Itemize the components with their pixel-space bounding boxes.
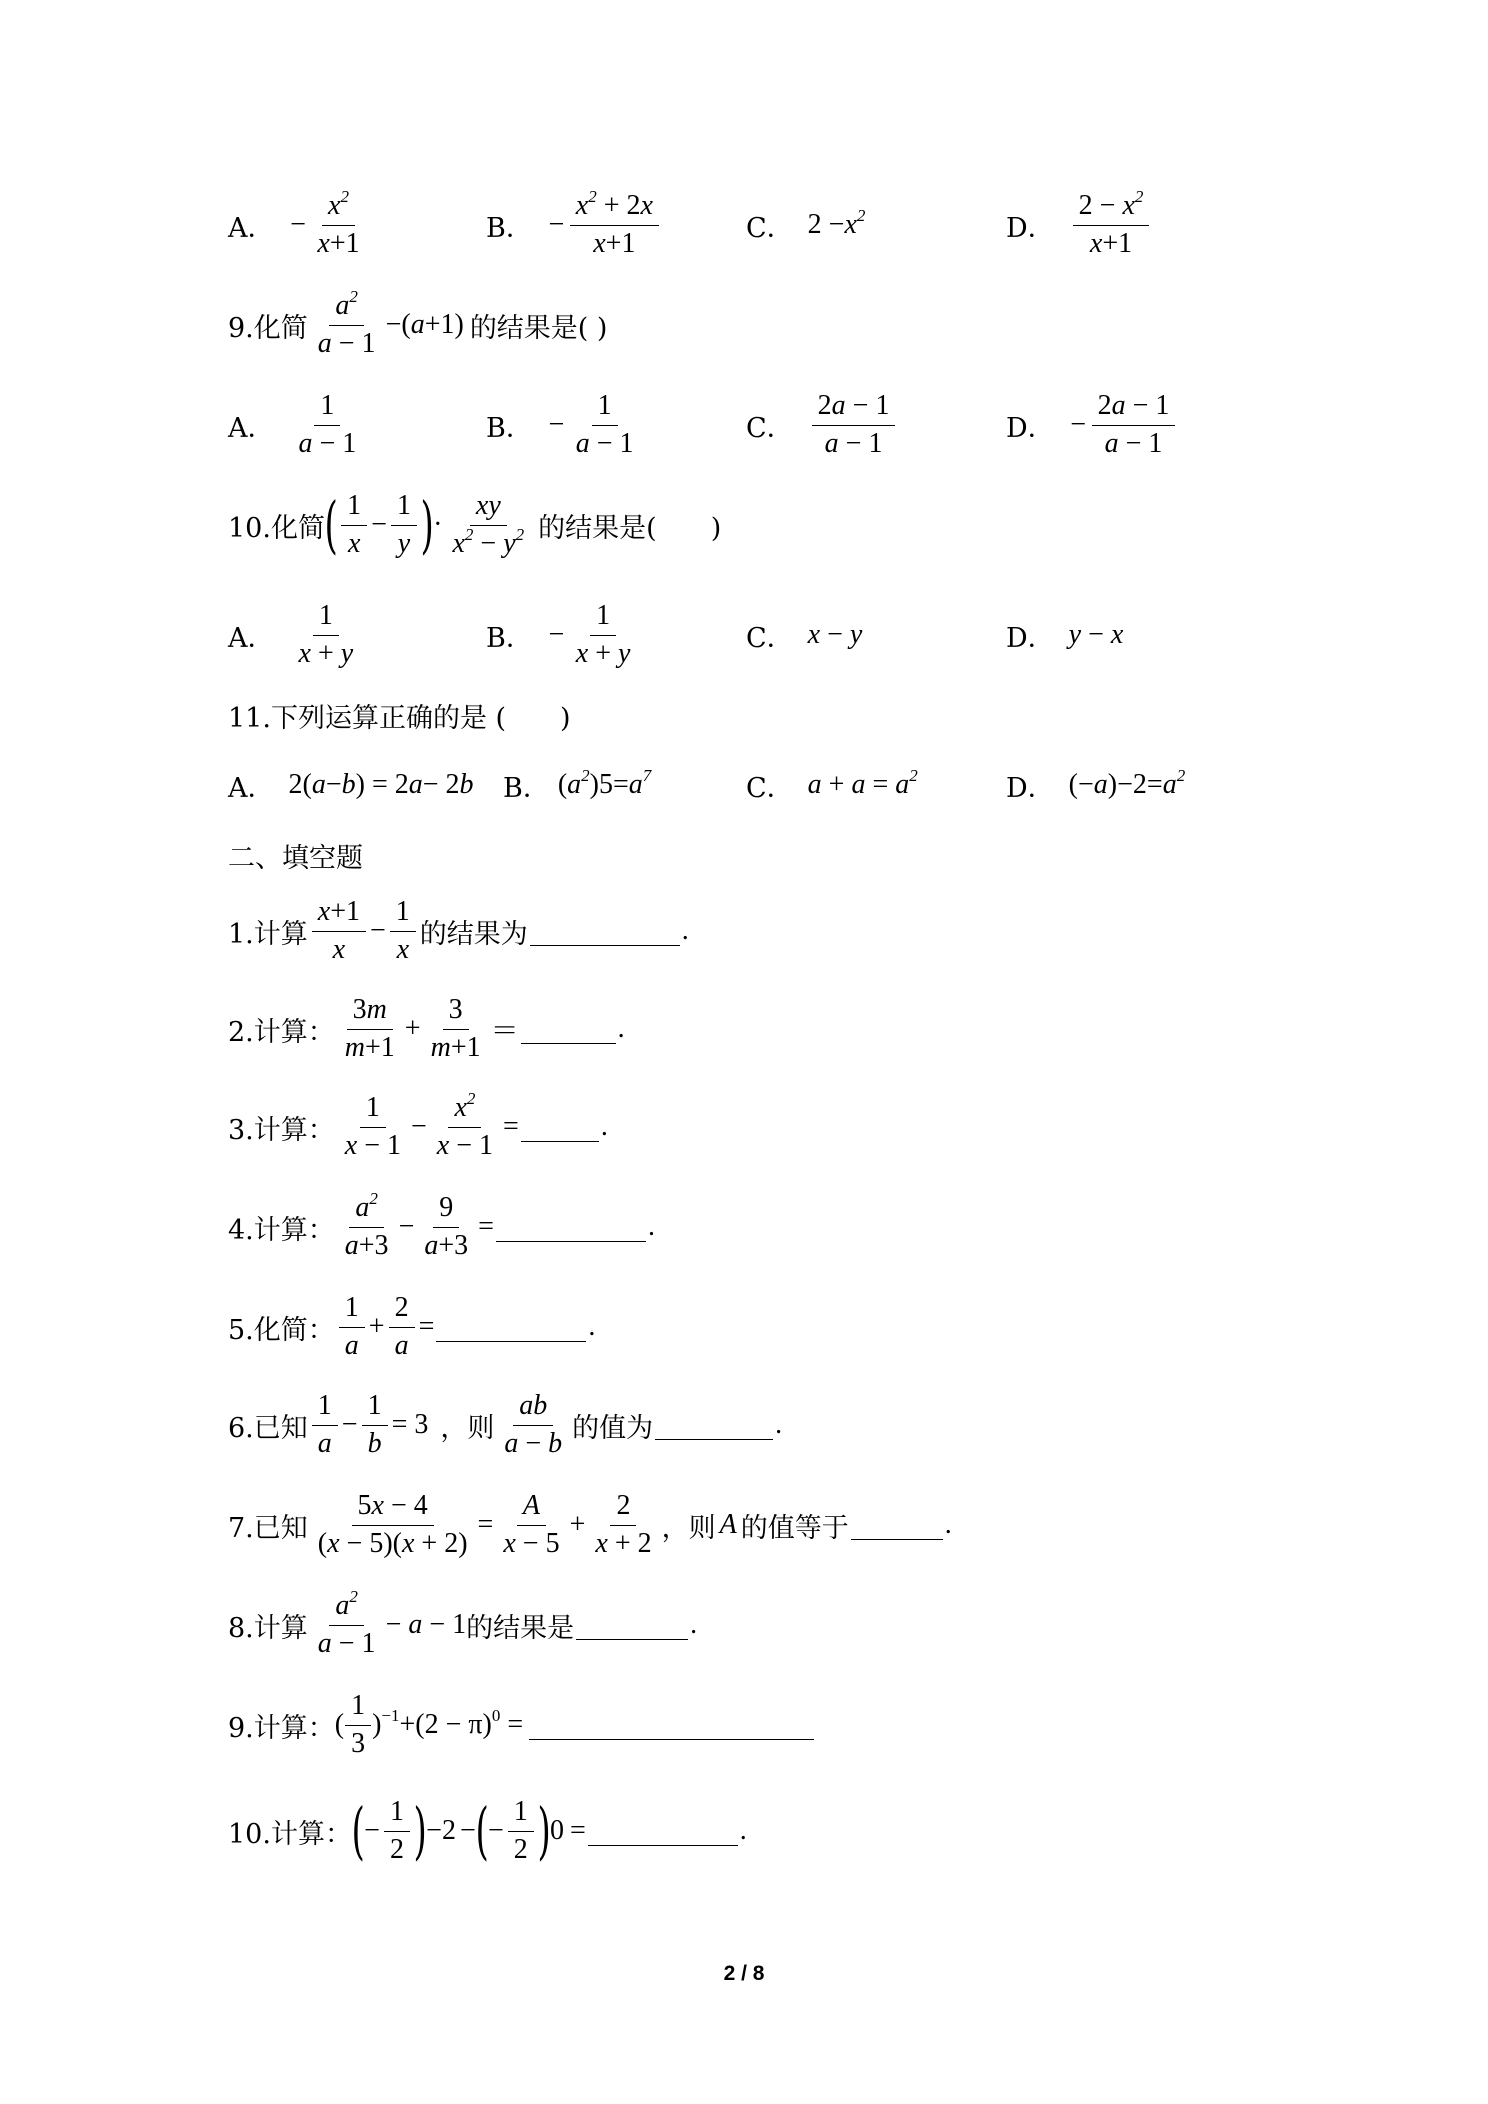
fill-question-9: 9.计算： ( $\frac{1}{3}$ )$^{-1}+(2 - \pi)^0$ =	[228, 1690, 816, 1760]
q11-option-a[interactable]: A． 2( a − b ) = 2 a − 2 b	[228, 769, 474, 804]
q9-option-a[interactable]: A． $\frac{1}{a - 1}$	[228, 390, 357, 459]
fill-question-7: 7.已知 $\frac{5x - 4}{(x - 5)(x + 2)}$ = $\frac{A}{x - 5}$ + $\frac{2}{x + 2}$ ，则 A 的值等于 .	[228, 1490, 952, 1559]
answer-blank[interactable]	[851, 1511, 943, 1540]
answer-blank[interactable]	[496, 1213, 646, 1242]
q8-option-b[interactable]: B． − $\frac{x^2 + 2x}{x+1}$	[486, 190, 663, 260]
answer-blank[interactable]	[655, 1411, 773, 1440]
q11-option-c[interactable]: C． $a + a = a^2$	[746, 766, 918, 804]
answer-blank[interactable]	[521, 1015, 616, 1044]
fill-question-10: 10.计算： ( − $\frac{1}{2}$ ) −2 − ( − $\frac{1}{2}$ ) 0 = .	[228, 1794, 747, 1867]
q8-option-d[interactable]: D． $\frac{2 - x^2}{x+1}$	[1006, 190, 1153, 260]
answer-blank[interactable]	[529, 1711, 814, 1740]
fill-question-2: 2.计算： $\frac{3m}{m+1}$ + $\frac{3}{m+1}$ ＝ .	[228, 994, 625, 1063]
fill-question-4: 4.计算： $\frac{a^2}{a+3}$ − $\frac{9}{a+3}$ = .	[228, 1189, 655, 1261]
q10-option-d[interactable]: D． y − x	[1006, 619, 1124, 654]
answer-blank[interactable]	[521, 1113, 599, 1142]
section-title-fill-in: 二、填空题	[228, 843, 363, 874]
fill-question-6: 6.已知 $\frac{1}{a}$ − $\frac{1}{b}$ = 3 ，则 $\frac{ab}{a - b}$ 的值为 .	[228, 1390, 783, 1459]
question-9: 9.化简 $\frac{a^2}{a - 1}$ −( a +1) 的结果是( )	[228, 287, 608, 359]
answer-blank[interactable]	[436, 1313, 586, 1342]
q10-option-b[interactable]: B． − $\frac{1}{x + y}$	[486, 600, 631, 669]
q10-option-a[interactable]: A． $\frac{1}{x + y}$	[228, 600, 354, 669]
fill-question-5: 5.化简： $\frac{1}{a}$ + $\frac{2}{a}$ = .	[228, 1292, 596, 1361]
q9-option-d[interactable]: D． − $\frac{2a - 1}{a - 1}$	[1006, 390, 1179, 460]
q8-option-c[interactable]: C． 2 − $x^2$	[746, 206, 866, 244]
fill-question-3: 3.计算： $\frac{1}{x - 1}$ − $\frac{x^2}{x - 1}$ = .	[228, 1089, 608, 1161]
q11-option-b[interactable]: B． ( $a^2$ ) 5 = $a^7$	[503, 766, 652, 804]
q9-option-b[interactable]: B． − $\frac{1}{a - 1}$	[486, 390, 634, 459]
answer-blank[interactable]	[576, 1611, 688, 1640]
q8-option-a[interactable]: A． − $\frac{x^2}{x+1}$	[228, 187, 360, 259]
q11-option-d[interactable]: D． (− a ) −2 = $a^2$	[1006, 766, 1186, 804]
answer-blank[interactable]	[588, 1817, 738, 1846]
q9-option-c[interactable]: C． $\frac{2a - 1}{a - 1}$	[746, 390, 899, 460]
question-11: 11.下列运算正确的是 ( )	[228, 702, 571, 734]
question-10: 10.化简 ( $\frac{1}{x}$ − $\frac{1}{y}$ ) · $\frac{xy}{x^2 - y^2}$ 的结果是( )	[228, 488, 722, 561]
answer-blank[interactable]	[530, 917, 680, 946]
page-number: 2 / 8	[723, 1962, 765, 1985]
fill-question-8: 8.计算 $\frac{a^2}{a - 1}$ − a − 1 的结果是 .	[228, 1587, 698, 1659]
q10-option-c[interactable]: C． x − y	[746, 619, 863, 654]
fill-question-1: 1.计算 $\frac{x+1}{x}$ − $\frac{1}{x}$ 的结果为 .	[228, 896, 689, 965]
